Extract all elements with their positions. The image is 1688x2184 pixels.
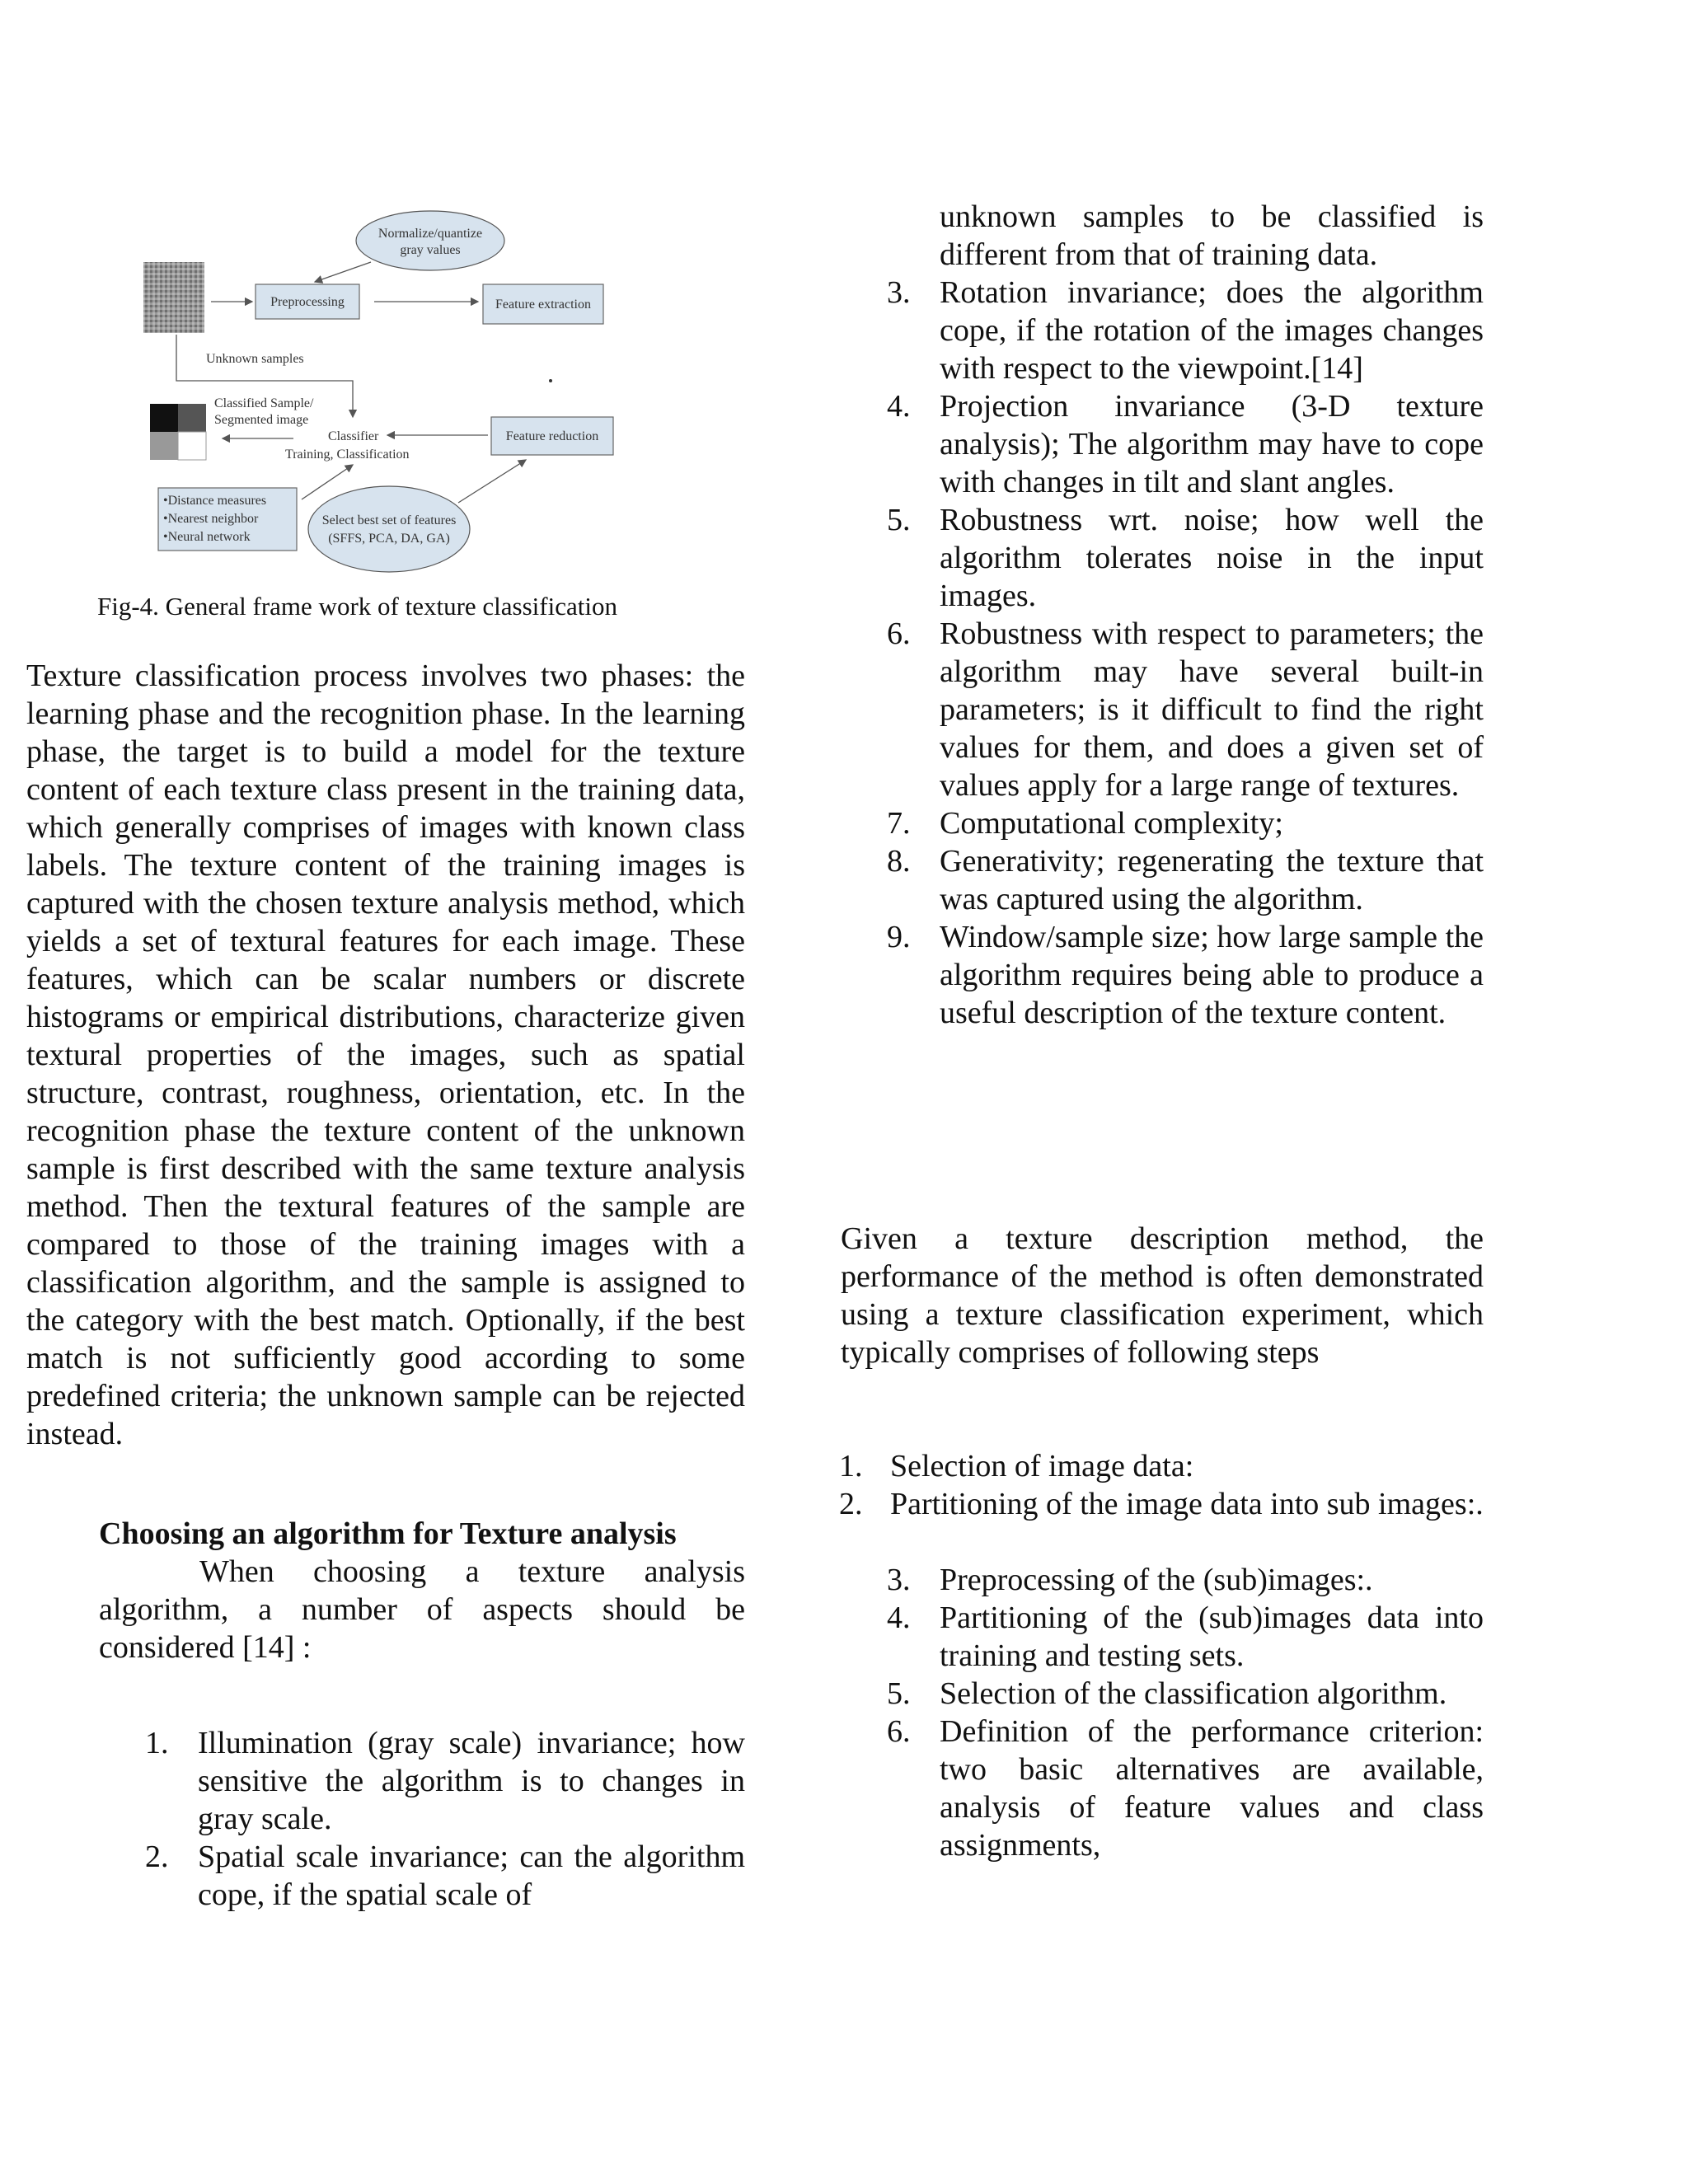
select-label-1: Select best set of features [321, 513, 457, 527]
list-item [887, 804, 1484, 842]
list-item-number: 1. [145, 1726, 169, 1760]
list-item-number: 2. [145, 1840, 169, 1874]
list-item-number: 6. [887, 616, 911, 651]
list-item [887, 918, 1484, 1032]
classifier-label: Classifier [328, 429, 379, 443]
segmented-image [150, 404, 206, 460]
list-item-number: 5. [887, 1676, 911, 1711]
list-item [887, 1599, 1484, 1675]
list-item [887, 842, 1484, 918]
list-item-text: Illumination (gray scale) invariance; how sensitive the algorithm is to changes in gray scale. [198, 1726, 745, 1836]
list-item-number: 2. [839, 1487, 863, 1521]
list-item-text: Projection invariance (3-D texture analysis); The algorithm may have to cope with changes in tilt and slant angles. [940, 389, 1484, 499]
list-item-number: 7. [887, 806, 911, 841]
list-item [887, 615, 1484, 804]
figure-caption: Fig-4. General frame work of texture classification [97, 592, 617, 621]
list-item-text: Robustness wrt. noise; how well the algorithm tolerates noise in the input images. [940, 503, 1484, 613]
feature-extraction-node [483, 284, 603, 324]
normalize-label-2: gray values [400, 243, 461, 257]
list-item-text: Preprocessing of the (sub)images:. [940, 1563, 1373, 1597]
aspects-list-right [887, 274, 1484, 1032]
list-item [887, 1561, 1484, 1599]
texture-classification-diagram [140, 206, 635, 577]
list-item-number: 3. [887, 275, 911, 310]
list-item-continuation: unknown samples to be classified is different from that of training data. [940, 199, 1484, 272]
feature-reduction-label: Feature reduction [505, 429, 599, 443]
list-item-text: Generativity; regenerating the texture that was captured using the algorithm. [940, 844, 1484, 916]
list-item-text: Spatial scale invariance; can the algorithm cope, if the spatial scale of [198, 1840, 745, 1912]
aspects-list-left [145, 1724, 745, 1914]
list-item-text: Rotation invariance; does the algorithm cope, if the rotation of the images changes with respect to the viewpoint.[14] [940, 275, 1484, 386]
list-item-number: 3. [887, 1563, 911, 1597]
preprocessing-label: Preprocessing [270, 295, 345, 309]
list-item-number: 5. [887, 503, 911, 537]
experiment-steps-list-a [839, 1447, 1484, 1523]
list-item-text: Partitioning of the (sub)images data into training and testing sets. [940, 1601, 1484, 1673]
unknown-samples-label: Unknown samples [206, 352, 304, 366]
classified-label-1: Classified Sample/ [214, 396, 314, 410]
list-item-text: Computational complexity; [940, 806, 1283, 841]
list-item [145, 1838, 745, 1914]
list-item-number: 1. [839, 1449, 863, 1483]
list-item-text: Robustness with respect to parameters; the algorithm may have several built-in parameters; is it difficult to find the right values for them, and does a given set of values apply for a large range of textures. [940, 616, 1484, 803]
list-item-number: 8. [887, 844, 911, 879]
list-item [145, 1724, 745, 1838]
list-item-text: Selection of image data: [890, 1449, 1194, 1483]
list-item-number: 6. [887, 1714, 911, 1749]
methods-label-3: •Neural network [163, 530, 251, 544]
list-item-number: 4. [887, 1601, 911, 1635]
feature-selection-node [308, 486, 470, 572]
feature-reduction-node [491, 417, 613, 455]
list-item-number: 9. [887, 920, 911, 954]
section-heading: Choosing an algorithm for Texture analysis [99, 1516, 677, 1551]
preprocessing-node [256, 284, 359, 319]
list-item [887, 274, 1484, 387]
list-item [887, 1675, 1484, 1713]
list-item [839, 1485, 1484, 1523]
feature-extraction-label: Feature extraction [495, 298, 591, 312]
training-classification-label: Training, Classification [285, 448, 410, 462]
classified-label-2: Segmented image [214, 413, 309, 427]
list-item [839, 1447, 1484, 1485]
experiment-paragraph: Given a texture description method, the performance of the method is often demonstrated using a texture classification experiment, which typically comprises of following steps [841, 1221, 1484, 1370]
methods-label-1: •Distance measures [163, 494, 267, 508]
list-item [887, 1713, 1484, 1864]
classification-process-paragraph: Texture classification process involves two phases: the learning phase and the recognition phase. In the learning phase, the target is to build a model for the texture content of each texture class present in the training data, which generally comprises of images with known class labels. The texture content of the training images is captured with the chosen texture analysis method, which yields a set of textural features for each image. These features, which can be scalar numbers or discrete histograms or empirical distributions, characterize given textural properties of the images, such as spatial structure, contrast, roughness, orientation, etc. In the recognition phase the texture content of the unknown sample is first described with the same texture analysis method. Then the textural features of the sample are compared to those of the training images with a classification algorithm, and the sample is assigned to the category with the best match. Optionally, if the best match is not sufficiently good according to some predefined criteria; the unknown sample can be rejected instead. [26, 658, 745, 1451]
list-item [887, 387, 1484, 501]
texture-sample-image [143, 262, 204, 333]
list-item-number: 4. [887, 389, 911, 424]
normalize-node [356, 211, 504, 270]
list-item-text: Selection of the classification algorithm. [940, 1676, 1447, 1711]
list-item-text: Definition of the performance criterion: two basic alternatives are available, analysis of feature values and class assignments, [940, 1714, 1484, 1863]
select-label-2: (SFFS, PCA, DA, GA) [328, 532, 450, 546]
list-item-text: Window/sample size; how large sample the algorithm requires being able to produce a useful description of the texture content. [940, 920, 1484, 1030]
section-intro-paragraph: When choosing a texture analysis algorithm, a number of aspects should be considered [14] : [99, 1554, 745, 1665]
classifier-methods-node [158, 488, 297, 551]
normalize-label-1: Normalize/quantize [377, 227, 483, 241]
methods-label-2: •Nearest neighbor [163, 512, 259, 526]
list-item [887, 501, 1484, 615]
list-item-text: Partitioning of the image data into sub images:. [890, 1487, 1484, 1521]
experiment-steps-list-b [887, 1561, 1484, 1864]
